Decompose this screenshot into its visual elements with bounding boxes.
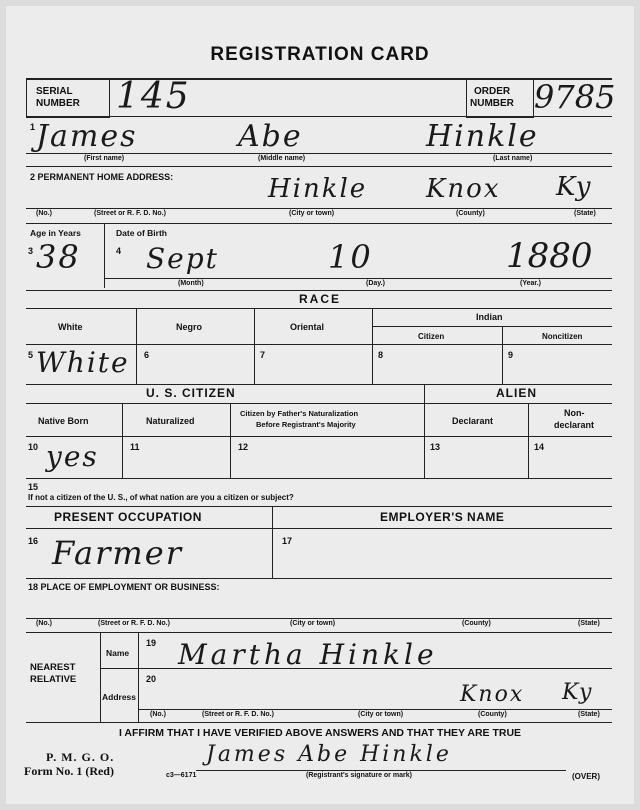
serial-value: 145 [116,76,191,117]
caption-no: (No.) [36,210,52,217]
form-number-label: Form No. 1 (Red) [24,764,114,778]
relative-caption-city: (City or town) [358,711,404,718]
age-label: Age in Years [30,228,81,238]
rule [424,384,425,478]
relative-name-label: Name [106,648,130,658]
pmgo-label: P. M. G. O. [46,750,115,764]
race-number-9: 9 [508,350,514,360]
first-name-value: James [36,119,138,154]
address-state-value: Ky [556,172,593,202]
order-label-2: NUMBER [470,98,514,109]
nearest-relative-label-1: NEAREST [30,662,76,673]
registration-card [6,6,634,804]
race-number-8: 8 [378,350,384,360]
dob-day-value: 10 [328,238,373,276]
race-header: RACE [298,292,341,306]
race-number-6: 6 [144,350,150,360]
rule [26,478,612,479]
citizen-number-10: 10 [28,442,39,452]
rule [26,722,612,723]
rule [26,166,612,167]
relative-caption-street: (Street or R. F. D. No.) [202,711,274,718]
rule [26,618,612,619]
race-white-label: White [58,322,83,332]
serial-label-1: SERIAL [36,86,73,97]
home-address-label: 2 PERMANENT HOME ADDRESS: [30,172,174,182]
address-county-value: Knox [426,174,501,204]
middle-name-caption: (Middle name) [258,155,306,162]
relative-caption-state: (State) [578,711,600,718]
order-label-1: ORDER [474,86,511,97]
relative-name-number: 19 [146,638,157,648]
employment-caption-state: (State) [578,620,600,627]
alien-number-13: 13 [430,442,441,452]
middle-name-value: Abe [238,119,303,154]
rule [26,290,612,291]
alien-number-14: 14 [534,442,545,452]
signature-caption: (Registrant's signature or mark) [306,772,412,779]
race-noncitizen-label: Noncitizen [542,332,583,341]
employment-caption-street: (Street or R. F. D. No.) [98,620,170,627]
employment-caption-no: (No.) [36,620,52,627]
relative-state-value: Ky [562,680,594,705]
race-number-5: 5 [28,350,34,360]
rule [100,632,101,722]
caption-county: (County) [456,210,485,217]
order-value: 9785 [534,78,616,116]
fathers-naturalization-label-2: Before Registrant's Majority [256,420,356,429]
dob-day-caption: (Day.) [366,280,385,287]
rule [26,223,612,224]
address-city-value: Hinkle [268,174,368,204]
rule [230,403,231,478]
relative-name-value: Martha Hinkle [178,638,438,671]
nearest-relative-label-2: RELATIVE [30,674,77,685]
declarant-label: Declarant [452,416,494,426]
caption-state: (State) [574,210,596,217]
relative-county-value: Knox [460,682,525,707]
serial-label-2: NUMBER [36,98,80,109]
last-name-caption: (Last name) [493,155,533,162]
rule [26,578,612,579]
rule [254,308,255,384]
us-citizen-header: U. S. CITIZEN [146,386,236,400]
native-born-label: Native Born [38,416,89,426]
age-number: 3 [28,246,34,256]
rule [26,528,612,529]
employment-caption-city: (City or town) [290,620,336,627]
over-label: (OVER) [572,772,600,781]
first-name-caption: (First name) [84,155,125,162]
dob-month-value: Sept [146,242,219,275]
dob-year-value: 1880 [506,236,593,276]
occupation-number: 16 [28,536,39,546]
dob-month-caption: (Month) [178,280,204,287]
rule [26,308,612,309]
rule [26,153,612,154]
relative-caption-no: (No.) [150,711,166,718]
rule [100,668,612,669]
caption-city: (City or town) [289,210,335,217]
rule [26,403,612,404]
rule [26,384,612,385]
field-number: 1 [30,122,36,132]
rule [26,344,612,345]
q15-text: If not a citizen of the U. S., of what nation are you a citizen or subject? [28,493,294,502]
rule [372,308,373,384]
rule [372,326,612,327]
employment-label: 18 PLACE OF EMPLOYMENT OR BUSINESS: [28,582,220,592]
rule [104,278,612,279]
rule [196,770,566,771]
citizen-number-12: 12 [238,442,249,452]
race-number-7: 7 [260,350,266,360]
card-title: REGISTRATION CARD [210,44,430,65]
rule [122,403,123,478]
relative-address-label: Address [102,692,137,702]
rule [272,506,273,578]
occupation-header: PRESENT OCCUPATION [54,510,202,524]
rule [138,709,612,710]
citizen-number-11: 11 [130,442,140,452]
race-oriental-label: Oriental [290,322,325,332]
affirmation: I AFFIRM THAT I HAVE VERIFIED ABOVE ANSWERS AND THAT THEY ARE TRUE [118,727,522,739]
employment-caption-county: (County) [462,620,491,627]
registrant-signature: James Abe Hinkle [206,742,452,767]
fathers-naturalization-label-1: Citizen by Father's Naturalization [240,409,359,418]
age-value: 38 [36,238,81,276]
dob-number: 4 [116,246,122,256]
caption-street: (Street or R. F. D. No.) [94,210,166,217]
rule [528,403,529,478]
rule [26,116,612,117]
occupation-value: Farmer [52,534,183,572]
race-negro-label: Negro [176,322,203,332]
race-citizen-label: Citizen [418,332,445,341]
race-white-value: White [36,346,130,379]
last-name-value: Hinkle [426,119,539,154]
rule [26,208,612,209]
native-born-value: yes [46,440,99,473]
relative-address-number: 20 [146,674,157,684]
nondeclarant-label-2: declarant [554,420,595,430]
relative-caption-county: (County) [478,711,507,718]
race-indian-label: Indian [476,312,503,322]
nondeclarant-label-1: Non- [564,408,585,418]
naturalized-label: Naturalized [146,416,195,426]
rule [26,436,612,437]
dob-year-caption: (Year.) [520,280,542,287]
form-code: c3—6171 [166,772,197,779]
rule [26,632,612,633]
alien-header: ALIEN [496,386,537,400]
rule [136,308,137,384]
employer-header: EMPLOYER'S NAME [380,510,505,524]
q15-number: 15 [28,482,39,492]
dob-label: Date of Birth [116,228,167,238]
employer-number: 17 [282,536,293,546]
rule [502,326,503,384]
rule [26,506,612,507]
